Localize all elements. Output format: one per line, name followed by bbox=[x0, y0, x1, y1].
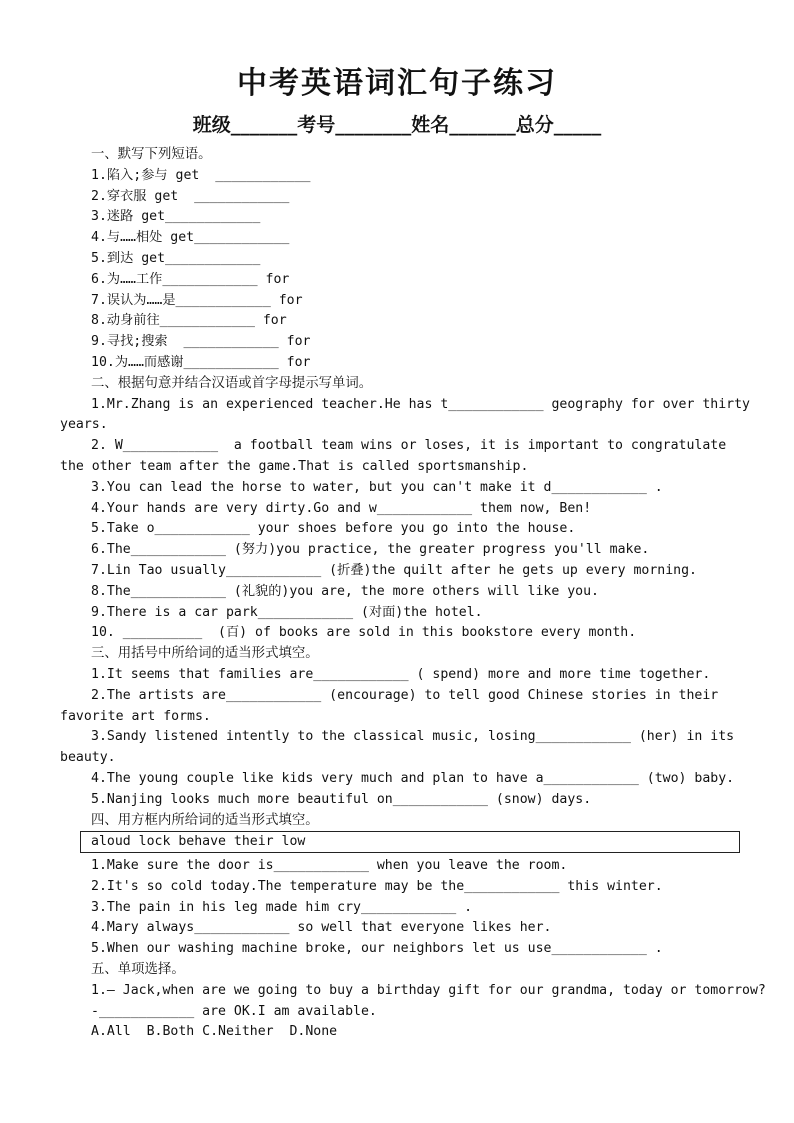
exercise-line: favorite art forms. bbox=[60, 708, 211, 724]
student-info-line: 班级_______考号________姓名_______总分_____ bbox=[192, 114, 602, 136]
exercise-line: 1.Make sure the door is____________ when you leave the room. bbox=[91, 858, 568, 873]
exercise-line: 5.到达 get____________ bbox=[91, 251, 261, 266]
exercise-line: -____________ are OK.I am available. bbox=[91, 1003, 377, 1019]
exercise-line: 7.Lin Tao usually____________ (折叠)the quilt after he gets up every morning. bbox=[91, 563, 697, 578]
exercise-line: 6.The____________ (努力)you practice, the greater progress you'll make. bbox=[91, 542, 650, 558]
exercise-line: 10.为……而感谢____________ for bbox=[91, 355, 311, 370]
exercise-line: 5.Nanjing looks much more beautiful on____________ (snow) days. bbox=[91, 791, 592, 807]
exercise-line: 4.Your hands are very dirty.Go and w____________ them now, Ben! bbox=[91, 500, 592, 516]
section-heading: 一、默写下列短语。 bbox=[91, 147, 212, 162]
exercise-line: 2.The artists are____________ (encourage) to tell good Chinese stories in their bbox=[91, 687, 719, 703]
exercise-line: 5.When our washing machine broke, our neighbors let us use____________ . bbox=[91, 941, 663, 957]
exercise-line: 9.There is a car park____________ (对面)the hotel. bbox=[91, 604, 483, 620]
exercise-line: years. bbox=[60, 417, 108, 433]
exercise-line: 1.陷入;参与 get ____________ bbox=[91, 167, 311, 183]
section-heading: 五、单项选择。 bbox=[91, 962, 185, 977]
exercise-line: 1.It seems that families are____________ ( spend) more and more time together. bbox=[91, 667, 711, 682]
exercise-line: 1.— Jack,when are we going to buy a birthday gift for our grandma, today or tomorrow? bbox=[91, 982, 766, 998]
exercise-line: 4.与……相处 get____________ bbox=[91, 230, 290, 246]
exercise-line: 3.The pain in his leg made him cry____________ . bbox=[91, 899, 473, 915]
exercise-line: 5.Take o____________ your shoes before you go into the house. bbox=[91, 521, 576, 537]
exercise-line: 4.Mary always____________ so well that everyone likes her. bbox=[91, 920, 552, 936]
word-box-words: aloud lock behave their low bbox=[91, 834, 306, 849]
exercise-line: 3.You can lead the horse to water, but you can't make it d____________ . bbox=[91, 479, 663, 495]
exercise-line: the other team after the game.That is called sportsmanship. bbox=[60, 459, 529, 474]
section-heading: 二、根据句意并结合汉语或首字母提示写单词。 bbox=[91, 375, 373, 391]
exercise-line: 2. W____________ a football team wins or loses, it is important to congratulate bbox=[91, 438, 727, 454]
exercise-line: 10. __________ (百) of books are sold in this bookstore every month. bbox=[91, 625, 637, 641]
page-title: 中考英语词汇句子练习 bbox=[237, 66, 557, 101]
exercise-line: 8.The____________ (礼貌的)you are, the more others will like you. bbox=[91, 583, 599, 599]
exercise-line: 1.Mr.Zhang is an experienced teacher.He has t____________ geography for over thirty bbox=[91, 396, 750, 412]
section-heading: 四、用方框内所给词的适当形式填空。 bbox=[91, 812, 319, 828]
exercise-line: 6.为……工作____________ for bbox=[91, 271, 290, 287]
exercise-line: 3.迷路 get____________ bbox=[91, 209, 261, 225]
exercise-line: 2.It's so cold today.The temperature may be the____________ this winter. bbox=[91, 878, 663, 894]
exercise-line: 7.误认为……是____________ for bbox=[91, 292, 303, 308]
exercise-line: 8.动身前往____________ for bbox=[91, 313, 287, 329]
exercise-line: 3.Sandy listened intently to the classical music, losing____________ (her) in its bbox=[91, 729, 735, 745]
exercise-line: A.All B.Both C.Neither D.None bbox=[91, 1024, 338, 1040]
exercise-line: 4.The young couple like kids very much and plan to have a____________ (two) baby. bbox=[91, 771, 735, 786]
section-heading: 三、用括号中所给词的适当形式填空。 bbox=[91, 646, 319, 662]
exercise-line: 9.寻找;搜索 ____________ for bbox=[91, 334, 311, 350]
exercise-line: 2.穿衣服 get ____________ bbox=[91, 188, 290, 204]
exercise-line: beauty. bbox=[60, 750, 116, 766]
